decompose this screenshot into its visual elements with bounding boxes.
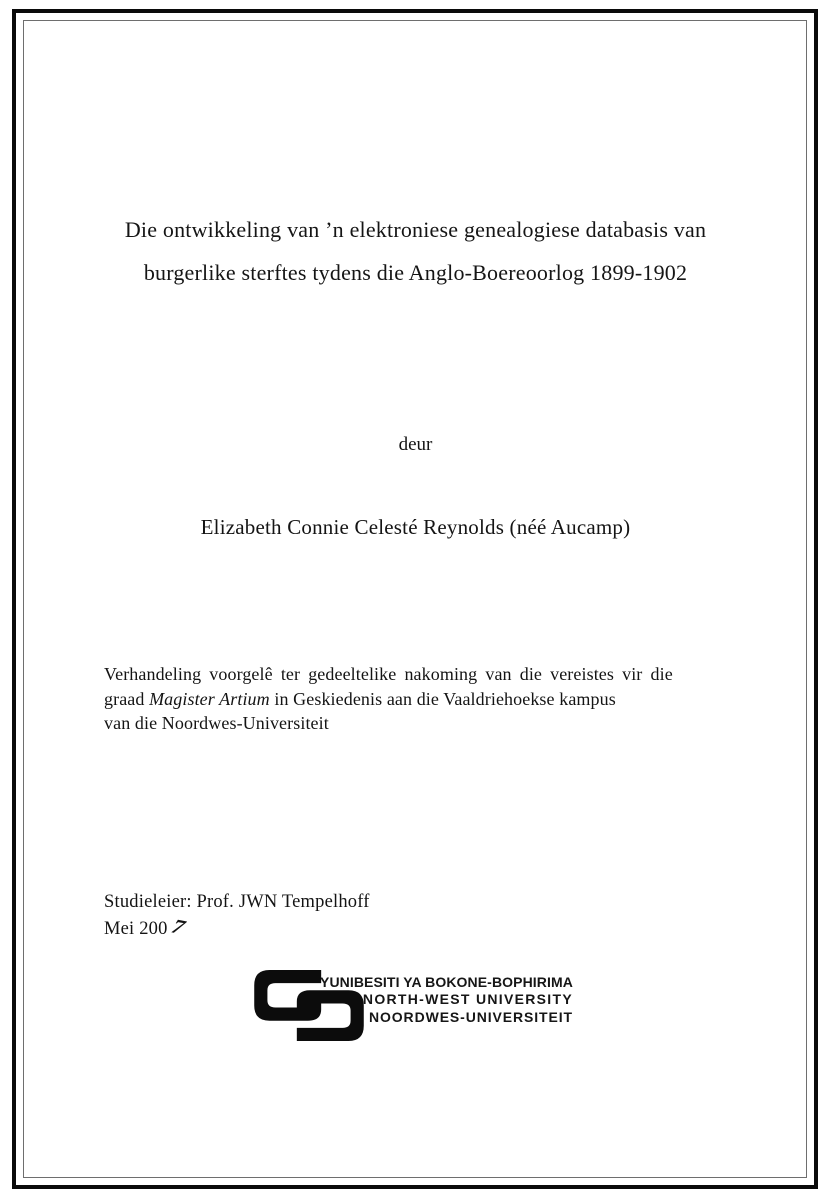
nwu-logo-wordmark — [320, 974, 573, 1026]
degree-statement — [104, 662, 738, 736]
logo-name-setswana: YUNIBESITI YA BOKONE-BOPHIRIMA — [320, 974, 573, 990]
logo-name-english: NORTH-WEST UNIVERSITY — [362, 991, 573, 1008]
supervisor-block — [104, 889, 370, 943]
date-line: Mei 2007 — [104, 916, 190, 939]
author-name: Elizabeth Connie Celesté Reynolds (néé Aucamp) — [200, 515, 631, 539]
thesis-title-line-1: Die ontwikkeling van ’n elektroniese genealogiese databasis van — [124, 217, 707, 242]
logo-name-afrikaans: NOORDWES-UNIVERSITEIT — [368, 1008, 573, 1025]
supervisor-line: Studieleier: Prof. JWN Tempelhoff — [104, 892, 370, 912]
degree-name-italic: Magister Artium — [149, 688, 270, 709]
statement-line-1: Verhandeling voorgelê ter gedeeltelike nakoming van die vereistes vir die — [104, 664, 673, 684]
thesis-title — [60, 208, 771, 294]
thesis-title-line-2: burgerlike sterftes tydens die Anglo-Boereoorlog 1899-1902 — [143, 260, 688, 285]
statement-line-2: graad Magister Artium in Geskiedenis aan die Vaaldriehoekse kampus — [104, 688, 616, 709]
statement-line-3: van die Noordwes-Universiteit — [104, 713, 329, 733]
byline-deur: deur — [398, 434, 433, 455]
handwritten-seven: 7 — [165, 916, 190, 939]
